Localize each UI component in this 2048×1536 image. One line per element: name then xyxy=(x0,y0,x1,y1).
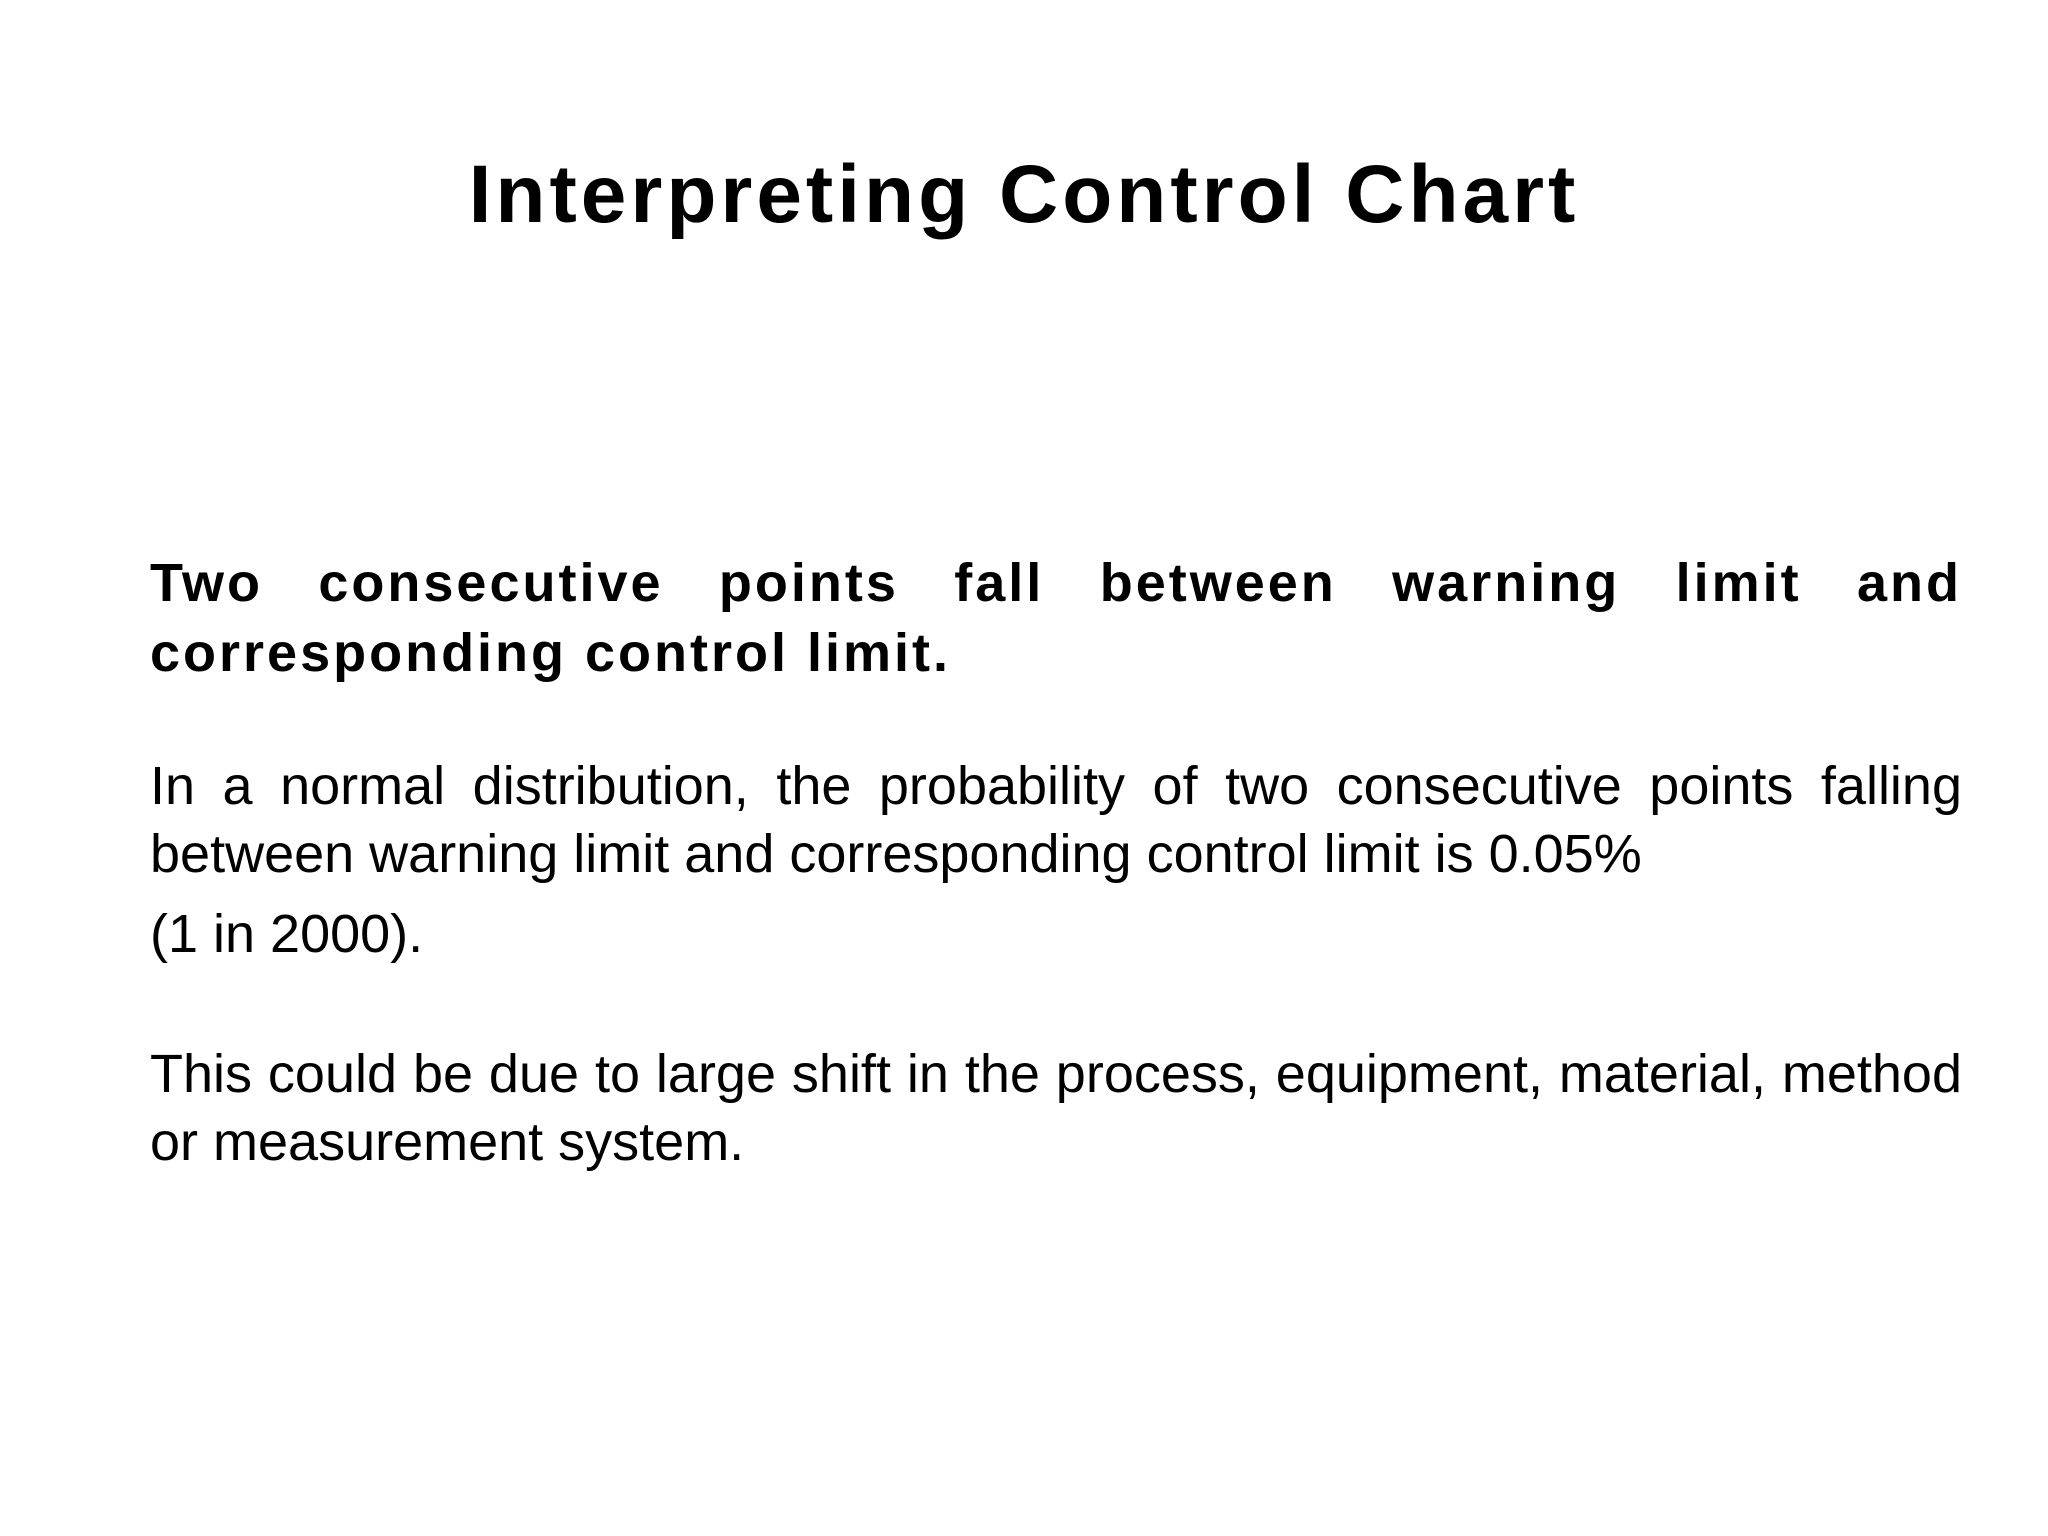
cause-paragraph: This could be due to large shift in the process, equipment, material, method or measurement system. xyxy=(150,1044,1962,1172)
probability-ratio: (1 in 2000). xyxy=(150,904,424,964)
rule-heading: Two consecutive points fall between warning limit and corresponding control limit. xyxy=(150,553,1962,683)
slide-title: Interpreting Control Chart xyxy=(468,149,1580,240)
probability-paragraph: In a normal distribution, the probability of two consecutive points falling between warning limit and corresponding control limit is 0.05% xyxy=(150,756,1962,884)
